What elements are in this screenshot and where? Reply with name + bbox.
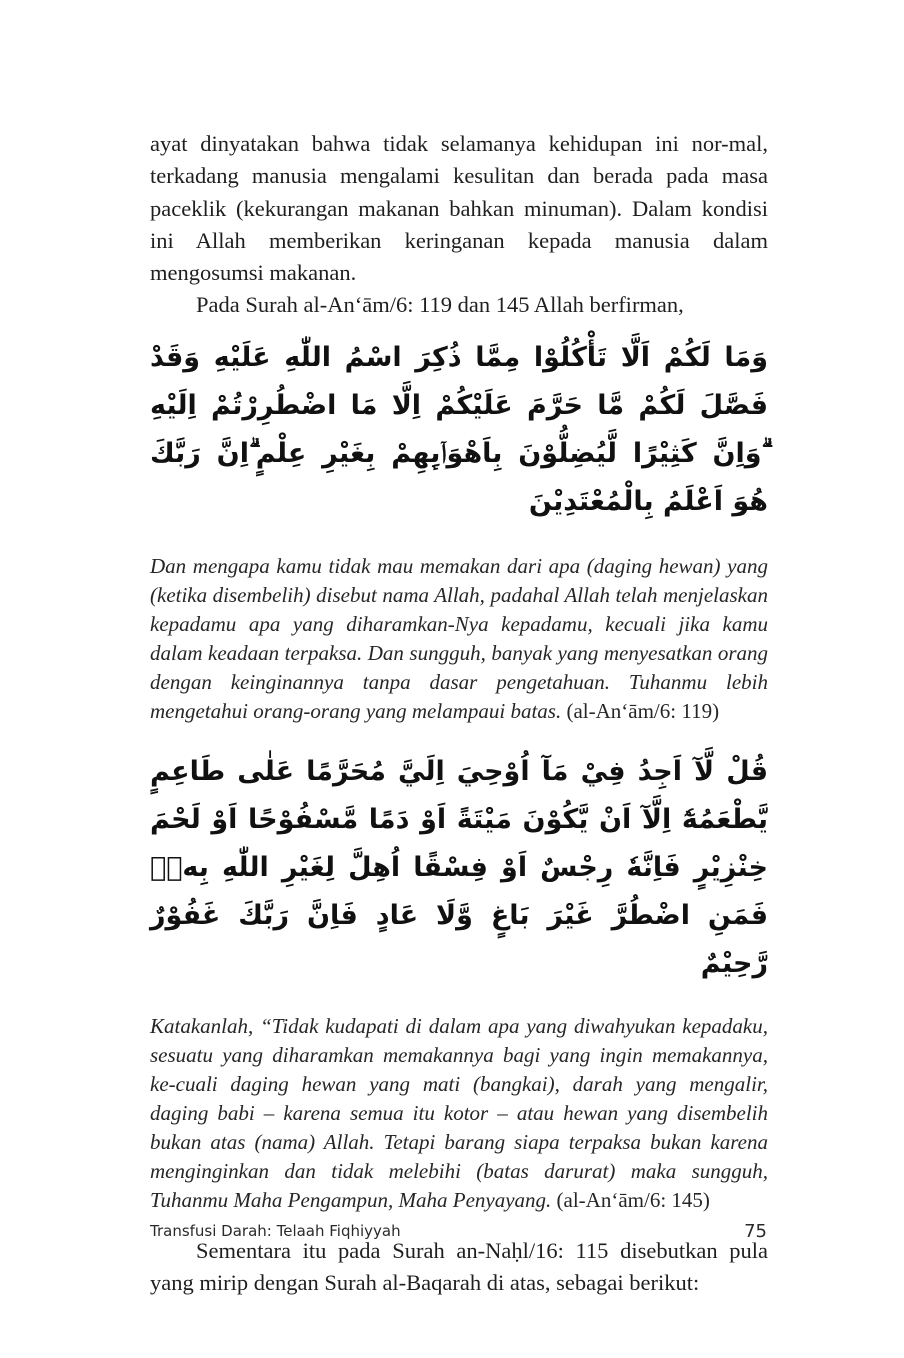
body-paragraph-1: ayat dinyatakan bahwa tidak selamanya kehidupan ini nor-mal, terkadang manusia mengalami kesulitan dan berada pada masa paceklik (kekurangan makanan bahkan minuman). Dalam kondisi ini Allah memberikan keringanan kepada manusia dalam mengosumsi makanan.: [150, 131, 768, 286]
footer-page-number: 75: [744, 1221, 767, 1242]
translation-1-reference: (al-An‘ām/6: 119): [566, 698, 720, 723]
body-paragraph-3: Sementara itu pada Surah an-Naḥl/16: 115 disebutkan pula yang mirip dengan Surah al-Baqarah di atas, sebagai berikut:: [150, 1237, 768, 1296]
page-content: [150, 128, 768, 1299]
translation-2-reference: (al-An‘ām/6: 145): [556, 1187, 710, 1212]
arabic-verse-1: وَمَا لَكُمْ اَلَّا تَأْكُلُوْا مِمَّا ذُكِرَ اسْمُ اللّٰهِ عَلَيْهِ وَقَدْ فَصَّلَ لَكُمْ مَّا حَرَّمَ عَلَيْكُمْ اِلَّا مَا اضْطُرِرْتُمْ اِلَيْهِ ۗوَاِنَّ كَثِيْرًا لَّيُضِلُّوْنَ بِاَهْوَاۤىِٕهِمْ بِغَيْرِ عِلْمٍ ۗاِنَّ رَبَّكَ هُوَ اَعْلَمُ بِالْمُعْتَدِيْنَ: [150, 341, 768, 517]
translation-1: [150, 552, 768, 726]
translation-2-text: Katakanlah, “Tidak kudapati di dalam apa yang diwahyukan kepadaku, sesuatu yang diharamkan memakannya bagi yang ingin memakannya, ke-cuali daging hewan yang mati (bangkai), darah yang mengalir, daging babi – karena semua itu kotor – atau hewan yang disembelih bukan atas (nama) Allah. Tetapi barang siapa terpaksa bukan karena menginginkan dan tidak melebihi (batas darurat) maka sungguh, Tuhanmu Maha Pengampun, Maha Penyayang.: [150, 1013, 768, 1212]
arabic-verse-2: قُلْ لَّآ اَجِدُ فِيْ مَآ اُوْحِيَ اِلَيَّ مُحَرَّمًا عَلٰى طَاعِمٍ يَّطْعَمُهٗٓ اِلَّآ اَنْ يَّكُوْنَ مَيْتَةً اَوْ دَمًا مَّسْفُوْحًا اَوْ لَحْمَ خِنْزِيْرٍ فَاِنَّهٗ رِجْسٌ اَوْ فِسْقًا اُهِلَّ لِغَيْرِ اللّٰهِ بِهٖۚ فَمَنِ اضْطُرَّ غَيْرَ بَاغٍ وَّلَا عَادٍ فَاِنَّ رَبَّكَ غَفُوْرٌ رَّحِيْمٌ: [150, 755, 768, 979]
footer-book-title: Transfusi Darah: Telaah Fiqhiyyah: [150, 1222, 401, 1240]
translation-1-text: Dan mengapa kamu tidak mau memakan dari apa (daging hewan) yang (ketika disembelih) disebut nama Allah, padahal Allah telah menjelaskan kepadamu apa yang diharamkan-Nya kepadamu, kecuali jika kamu dalam keadaan terpaksa. Dan sungguh, banyak yang menyesatkan orang dengan keinginannya tanpa dasar pengetahuan. Tuhanmu lebih mengetahui orang-orang yang melampaui batas.: [150, 553, 768, 723]
translation-2: [150, 1012, 768, 1215]
body-paragraph-2: Pada Surah al-An‘ām/6: 119 dan 145 Allah berfirman,: [196, 292, 684, 318]
